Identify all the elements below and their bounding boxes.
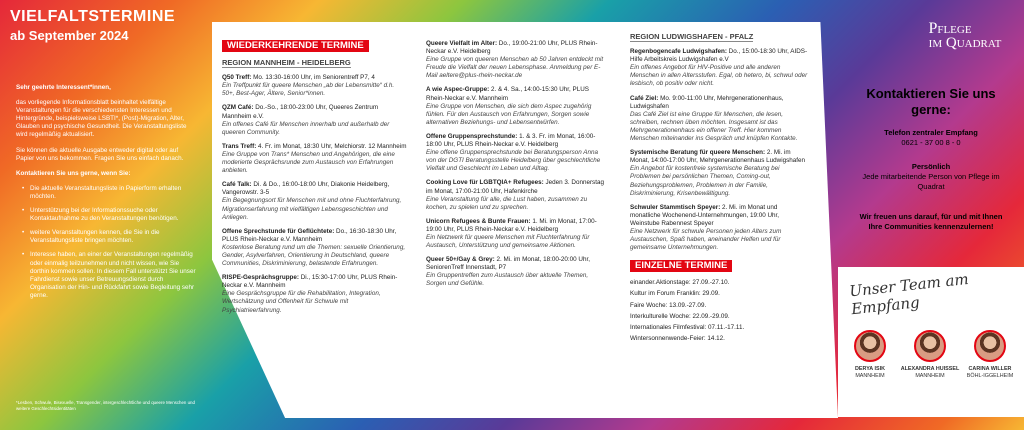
intro-panel xyxy=(0,0,212,430)
event-item xyxy=(426,179,608,211)
event-title: Queere Vielfalt im Alter: xyxy=(426,40,498,47)
avatar xyxy=(854,330,886,362)
list-item: • Interesse haben, an einer der Veranstaltungen regelmäßig oder einmalig teilzunehmen und nicht wissen, wie Sie dorthin kommen sollen. In diesem Fall unterstützt Sie unser Fahrdienst sowie unser Betreuungsdienst durch Organisation der Hin- und Rückfahrt sowie Begleitung sehr gerne. xyxy=(22,251,196,300)
event-schedule: 2. Mi. im Monat, 14:00-17:00 Uhr, Mehrgenerationenhaus Ludwigshafen xyxy=(630,149,806,165)
logo-line-1: Pflege xyxy=(928,20,972,37)
team-member xyxy=(900,330,960,380)
avatar xyxy=(914,330,946,362)
member-name: ALEXANDRA HUISSEL xyxy=(900,366,960,372)
event-title: A wie Aspec-Gruppe: xyxy=(426,86,490,94)
intro-paragraph-2: Sie können die aktuelle Ausgabe entweder digital oder auf Papier von uns bekommen. Fragen Sie uns einfach danach. xyxy=(16,146,184,162)
event-item xyxy=(426,256,608,288)
event-item xyxy=(426,86,608,126)
recurring-column-2 xyxy=(426,40,608,295)
contact-list xyxy=(16,185,196,300)
event-description: Eine Gesprächsgruppe für die Rehabilitation, Integration, Wertschätzung und Offenheit für Schwule mit Psychiatrieerfahrung. xyxy=(222,290,381,314)
team-member xyxy=(960,330,1020,380)
member-place: BÖHL-IGGELHEIM xyxy=(966,373,1014,379)
event-description: Kostenlose Beratung rund um die Themen: sexuelle Orientierung, Gender, Asylverfahren, Orientierung in Deutschland, queere Communities, Diskriminierung, belastende Erfahrungen. xyxy=(222,243,406,268)
event-description: Ein Angebot für kostenfreie systemische Beratung bei Problemen bei persönlichen Themen, Coming-out, Beziehungsproblemen, Problemen in der Familie, Diskriminierung, Krisenbewältigung. xyxy=(630,165,780,197)
list-item: • Unterstützung bei der Informationssuche oder Kontaktaufnahme zu den Veranstaltungen benötigen. xyxy=(22,207,196,223)
member-place: MANNHEIM xyxy=(915,373,945,379)
event-schedule: 1. Mi. im Monat, 17:00-19:00 Uhr, PLUS Rhein-Neckar e.V. Heidelberg xyxy=(426,217,597,233)
event-item xyxy=(222,181,408,221)
list-item: • Die aktuelle Veranstaltungsliste in Papierform erhalten möchten. xyxy=(22,185,196,201)
event-schedule: Mo. 13:30-16:00 Uhr, im Seniorentreff P7, 4 xyxy=(251,74,375,82)
event-title: Queer 50+/Gay & Grey: xyxy=(426,256,495,264)
personal-text: Jede mitarbeitende Person von Pflege im Quadrat xyxy=(862,172,1000,191)
event-description: Das Café Ziel ist eine Gruppe für Menschen, die lesen, schreiben, rechnen üben möchten. Insgesamt ist das Mehrgenerationenhaus ein offener Treff. Hier kommen Menschen miteinander ins Gespräch und knüpfen Kontakte. xyxy=(630,110,798,143)
single-event: Internationales Filmfestival: 07.11.-17.11. xyxy=(630,323,745,331)
event-title: Café Talk: xyxy=(222,181,252,189)
event-item xyxy=(222,104,408,136)
event-schedule: Jeden 3. Donnerstag im Monat, 17:00-21:00 Uhr, Hafenkirche xyxy=(426,179,604,195)
brand-logo xyxy=(890,22,1010,50)
event-title: Schwuler Stammtisch Speyer: xyxy=(630,203,721,211)
event-title: QZM Café: xyxy=(222,104,254,112)
team-title: Unser Team am Empfang xyxy=(848,269,970,319)
member-name: DERYA ISIK xyxy=(855,366,885,372)
event-schedule: Di., 15:30-17:00 Uhr, PLUS Rhein-Neckar e.V. Mannheim xyxy=(222,274,398,290)
single-event: Interkulturelle Woche: 22.09.-29.09. xyxy=(630,312,730,320)
event-item xyxy=(630,204,808,253)
page-subtitle: ab September 2024 xyxy=(10,28,129,43)
avatar xyxy=(974,330,1006,362)
single-event: Kultur im Forum Franklin: 29.09. xyxy=(630,290,720,298)
single-event: Faire Woche: 13.09.-27.09. xyxy=(630,301,707,309)
event-item xyxy=(630,48,808,88)
recurring-column-3 xyxy=(630,33,808,346)
event-description: Eine Gruppe von queeren Menschen ab 50 Jahren entdeckt mit Freude die Vielfalt der neuen Lebensphase. Anmeldung per E-Mail aeltere@plus-rhein-neckar.de xyxy=(426,56,604,80)
greeting: Sehr geehrte Interessent*innen, xyxy=(16,84,111,91)
event-item xyxy=(426,40,608,80)
event-description: Ein Treffpunkt für queere Menschen „ab der Lebensmitte“ d.h. 50+, Best-Ager, Ältere, Senior*innen. xyxy=(222,82,395,98)
event-title: Offene Sprechstunde für Geflüchtete: xyxy=(222,227,335,235)
footnote: *Lesben, Schwule, Bisexuelle, Transgender, intergeschlechtliche und queere Menschen und weitere Geschlechtsidentitäten xyxy=(16,400,195,411)
intro-paragraph: das vorliegende Informationsblatt beinhaltet vielfältige Veranstaltungen für die verschiedensten Interessen und Hintergründe, beispielsweise LSBTI*, (Post)-Migration, Alter, Glauben und psychische Gesundheit. Die Veranstaltungsliste wird regelmäßig aktualisiert. xyxy=(16,99,187,139)
event-item xyxy=(630,149,808,198)
page-title: VIELFALTSTERMINE xyxy=(10,8,176,25)
phone-number[interactable]: 0621 - 37 00 8 - 0 xyxy=(901,138,961,147)
event-item xyxy=(222,228,408,268)
event-title: Cooking Love für LGBTQIA+ Refugees: xyxy=(426,179,544,187)
event-description: Eine Veranstaltung für alle, die Lust haben, zusammen zu kochen, zu spielen und zu sprechen. xyxy=(426,195,588,211)
event-item xyxy=(426,133,608,173)
event-title: Café Ziel: xyxy=(630,94,659,102)
intro-text xyxy=(16,84,196,306)
event-item xyxy=(426,218,608,250)
phone-label: Telefon zentraler Empfang xyxy=(884,128,978,137)
region-heading-ludwigshafen: REGION LUDWIGSHAFEN - PFALZ xyxy=(630,32,754,41)
event-description: Eine offene Gruppensprechstunde bei Beratungsperson Anna von der DGTI Beratungsstelle Heidelberg über geschlechtliche Vielfalt und Geschlecht im Leben und Alltag. xyxy=(426,149,601,173)
event-title: Systemische Beratung für queere Menschen: xyxy=(630,149,766,157)
event-item xyxy=(222,274,408,314)
event-title: Trans Treff: xyxy=(222,142,257,150)
personal-label: Persönlich xyxy=(911,162,951,171)
event-schedule: 2. Mi. im Monat und monatliche Wochenend-Unternehmungen, 19:00 Uhr, Weinstube Rabennest Speyer xyxy=(630,203,780,227)
contact-heading-right: Kontaktieren Sie uns gerne: xyxy=(866,86,996,117)
event-title: Q50 Treff: xyxy=(222,74,252,82)
event-item xyxy=(222,74,408,98)
logo-line-2: im Quadrat xyxy=(928,35,1002,51)
team-member xyxy=(840,330,900,380)
event-title: Unicorn Refugees & Bunte Frauen: xyxy=(426,217,531,225)
section-heading-recurring: WIEDERKEHRENDE TERMINE xyxy=(222,40,369,52)
region-heading-mannheim: REGION MANNHEIM - HEIDELBERG xyxy=(222,58,351,68)
member-place: MANNHEIM xyxy=(855,373,885,379)
contact-heading: Kontaktieren Sie uns gerne, wenn Sie: xyxy=(16,169,131,177)
event-schedule: Do., 19:00-21:00 Uhr, PLUS Rhein-Neckar e.V. Heidelberg xyxy=(426,40,598,56)
event-description: Eine Gruppe von Trans* Menschen und Angehörigen, die eine moderierte Gesprächsrunde zum Austausch von Erfahrungen anbieten. xyxy=(222,150,395,175)
event-schedule: 2. Mi. im Monat, 18:00-20:00 Uhr, SeniorenTreff Innenstadt, P7 xyxy=(426,256,590,272)
event-schedule: Do., 15:00-18:30 Uhr, AIDS-Hilfe Arbeitskreis Ludwigshafen e.V xyxy=(630,48,808,64)
event-description: Eine Netzwerk für schwule Personen jeden Alters zum Austauschen, Spaß haben, aneinander Helfen und für gemeinsame Unternehmungen. xyxy=(630,227,782,252)
member-name: CARINA WILLER xyxy=(968,366,1012,372)
event-item xyxy=(222,143,408,175)
event-schedule: Do., 16:30-18:30 Uhr, PLUS Rhein-Neckar e.V. Mannheim xyxy=(222,227,397,243)
single-event: einander.Aktionstage: 27.09.-27.10. xyxy=(630,279,730,287)
event-schedule: Mo. 9:00-11:00 Uhr, Mehrgenerationenhaus, Ludwigshafen xyxy=(630,94,784,110)
list-item: • weitere Veranstaltungen kennen, die Sie in die Veranstaltungsliste bringen möchten. xyxy=(22,229,196,245)
event-title: Offene Gruppensprechstunde: xyxy=(426,132,518,140)
event-title: Regenbogencafe Ludwigshafen: xyxy=(630,48,727,56)
event-description: Ein offenes Café für Menschen innerhalb und außerhalb der queeren Community. xyxy=(222,120,390,136)
event-schedule: 4. Fr. im Monat, 18:30 Uhr, Melchiorstr. 12 Mannheim xyxy=(256,142,407,150)
event-description: Eine Gruppe von Menschen, die sich dem Aspec zugehörig fühlen. Für den Austausch von Erfahrungen, Sorgen sowie alternativen Beziehungs- und Lebensentwürfen. xyxy=(426,102,592,126)
event-description: Ein Netzwerk für queere Menschen mit Fluchterfahrung für Austausch, Unterstützung und gemeinsame Aktionen. xyxy=(426,233,590,250)
event-item xyxy=(630,95,808,144)
single-event: Wintersonnenwende-Feier: 14.12. xyxy=(630,334,725,342)
event-schedule: 1. & 3. Fr. im Monat, 16:00-18:00 Uhr, PLUS Rhein-Neckar e.V. Heidelberg xyxy=(426,132,596,149)
event-description: Ein Gruppentreffen zum Austausch über aktuelle Themen, Sorgen und Gefühle. xyxy=(426,272,589,288)
recurring-column-1 xyxy=(222,40,408,321)
event-schedule: 2. & 4. Sa., 14:00-15:30 Uhr, PLUS Rhein-Neckar e.V. Mannheim xyxy=(426,86,589,102)
event-description: Ein offenes Angebot für HIV-Positive und alle anderen Menschen in allen Altersstufen. Egal, ob hetero, bi, schwul oder lesbisch, ob positiv oder nicht. xyxy=(630,64,808,88)
closing-text: Wir freuen uns darauf, für und mit Ihnen Ihre Communities kennenzulernen! xyxy=(859,212,1003,231)
section-heading-single: EINZELNE TERMINE xyxy=(630,260,732,272)
event-schedule: Do.-So., 18:00-23:00 Uhr, Queeres Zentrum Mannheim e.V. xyxy=(222,104,379,120)
event-schedule: Di. & Do., 16:00-18:00 Uhr, Diakonie Heidelberg, Vangerowstr. 3-5 xyxy=(222,181,390,197)
event-description: Ein Begegnungsort für Menschen mit und ohne Fluchterfahrung, Migrationserfahrung mit vielfältigen Lebensgeschichten und Anliegen. xyxy=(222,197,402,221)
event-title: RISPE-Gesprächsgruppe: xyxy=(222,274,299,282)
